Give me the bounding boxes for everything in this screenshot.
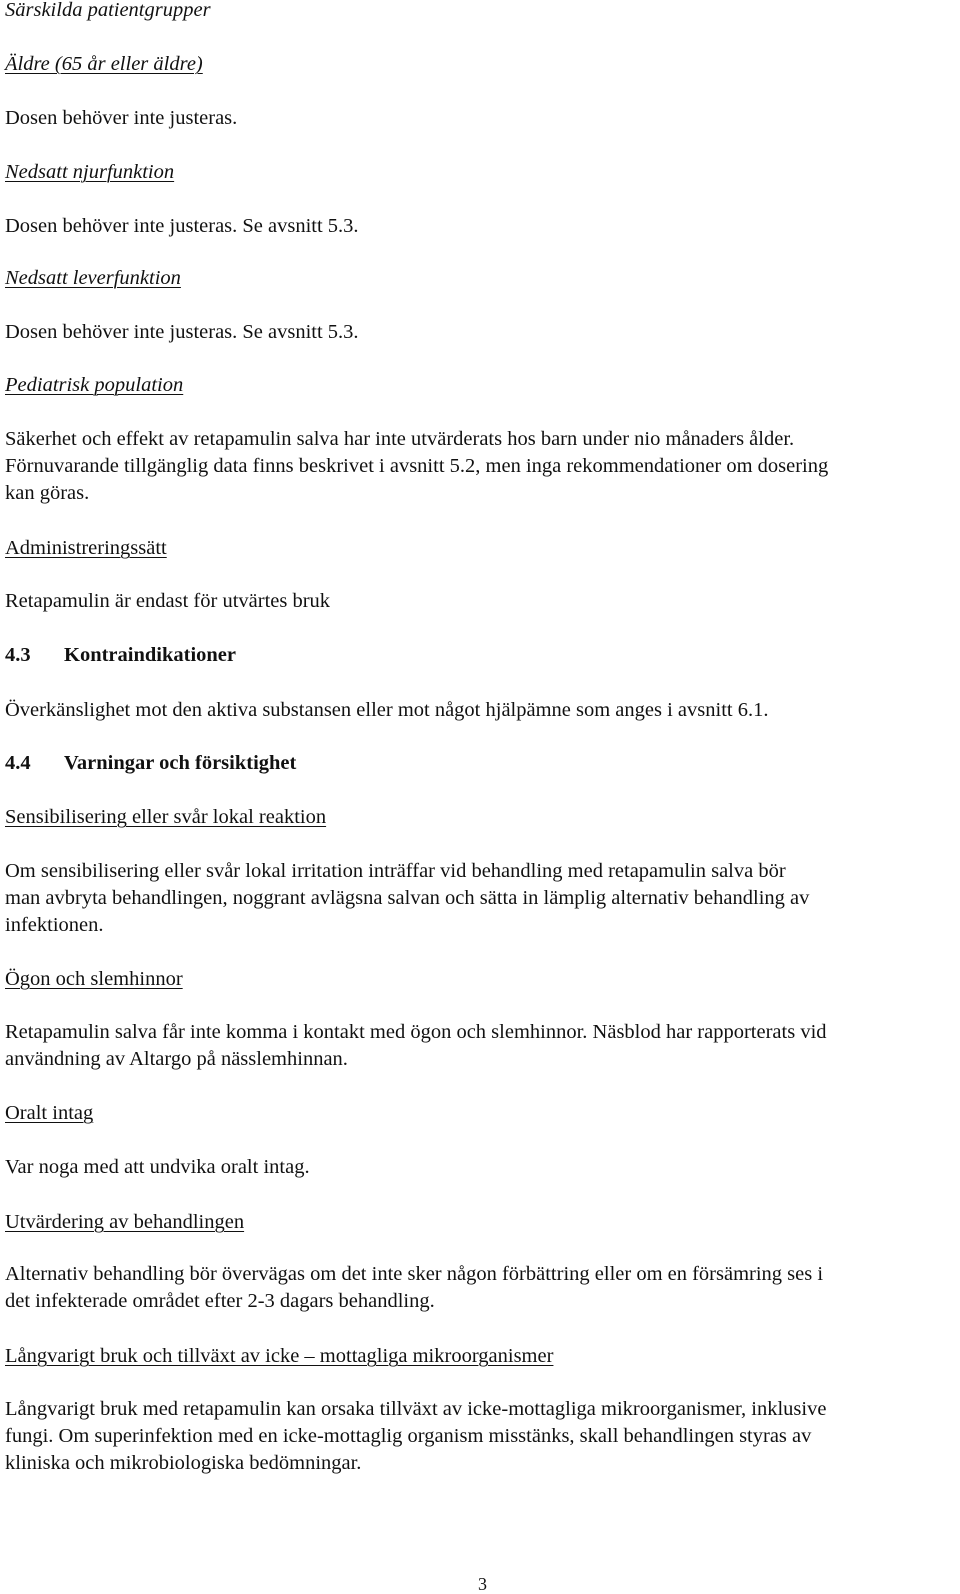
administration-heading: Administreringssätt: [5, 537, 167, 559]
section-4-3-heading: [5, 641, 236, 669]
section-title-text: Kontraindikationer: [64, 644, 236, 666]
page-number: 3: [478, 1574, 487, 1594]
paragraph-line: Var noga med att undvika oralt intag.: [5, 1156, 310, 1178]
paragraph-line: kliniska och mikrobiologiska bedömningar.: [5, 1452, 362, 1474]
section-number: 4.4: [5, 752, 31, 774]
paragraph-line: Om sensibilisering eller svår lokal irritation inträffar vid behandling med retapamulin salva bör: [5, 860, 786, 882]
paragraph-line: infektionen.: [5, 914, 104, 936]
oral-intake-paragraph: [5, 1154, 953, 1181]
sensitization-heading: Sensibilisering eller svår lokal reaktion: [5, 806, 327, 828]
administration-text: Retapamulin är endast för utvärtes bruk: [5, 590, 331, 612]
paragraph-line: Förnuvarande tillgänglig data finns beskrivet i avsnitt 5.2, men inga rekommendationer om dosering: [5, 455, 829, 477]
treatment-evaluation-heading: Utvärdering av behandlingen: [5, 1211, 245, 1233]
paragraph-line: kan göras.: [5, 482, 90, 504]
pediatric-heading: Pediatrisk population: [5, 374, 184, 396]
renal-text: Dosen behöver inte justeras. Se avsnitt 5.3.: [5, 215, 359, 237]
elderly-heading: Äldre (65 år eller äldre): [5, 53, 203, 75]
oral-intake-heading: Oralt intag: [5, 1102, 94, 1124]
treatment-evaluation-paragraph: [5, 1261, 953, 1315]
paragraph-line: fungi. Om superinfektion med en icke-mottaglig organism misstänks, skall behandlingen styras av: [5, 1425, 812, 1447]
elderly-text: Dosen behöver inte justeras.: [5, 107, 238, 129]
paragraph-line: Alternativ behandling bör övervägas om det inte sker någon förbättring eller om en försämring ses i: [5, 1263, 824, 1285]
contraindication-text: Överkänslighet mot den aktiva substansen eller mot något hjälpämne som anges i avsnitt 6.1.: [5, 699, 769, 721]
hepatic-heading: Nedsatt leverfunktion: [5, 267, 181, 289]
eyes-mucosa-heading: Ögon och slemhinnor: [5, 968, 183, 990]
pediatric-paragraph: [5, 426, 953, 507]
eyes-mucosa-paragraph: [5, 1019, 953, 1073]
section-4-4-heading: [5, 749, 296, 777]
section-number: 4.3: [5, 644, 31, 666]
paragraph-line: användning av Altargo på nässlemhinnan.: [5, 1048, 348, 1070]
section-title: Särskilda patientgrupper: [5, 0, 211, 21]
long-term-use-paragraph: [5, 1396, 953, 1477]
paragraph-line: Långvarigt bruk med retapamulin kan orsaka tillväxt av icke-mottagliga mikroorganismer, inklusive: [5, 1398, 827, 1420]
hepatic-text: Dosen behöver inte justeras. Se avsnitt 5.3.: [5, 321, 359, 343]
section-title-text: Varningar och försiktighet: [64, 752, 297, 774]
long-term-use-heading: Långvarigt bruk och tillväxt av icke – mottagliga mikroorganismer: [5, 1345, 554, 1367]
renal-heading: Nedsatt njurfunktion: [5, 161, 175, 183]
paragraph-line: Retapamulin salva får inte komma i kontakt med ögon och slemhinnor. Näsblod har rapporterats vid: [5, 1021, 827, 1043]
paragraph-line: Säkerhet och effekt av retapamulin salva har inte utvärderats hos barn under nio månaders ålder.: [5, 428, 795, 450]
sensitization-paragraph: [5, 858, 953, 939]
paragraph-line: man avbryta behandlingen, noggrant avlägsna salvan och sätta in lämplig alternativ behandling av: [5, 887, 810, 909]
paragraph-line: det infekterade området efter 2-3 dagars behandling.: [5, 1290, 435, 1312]
